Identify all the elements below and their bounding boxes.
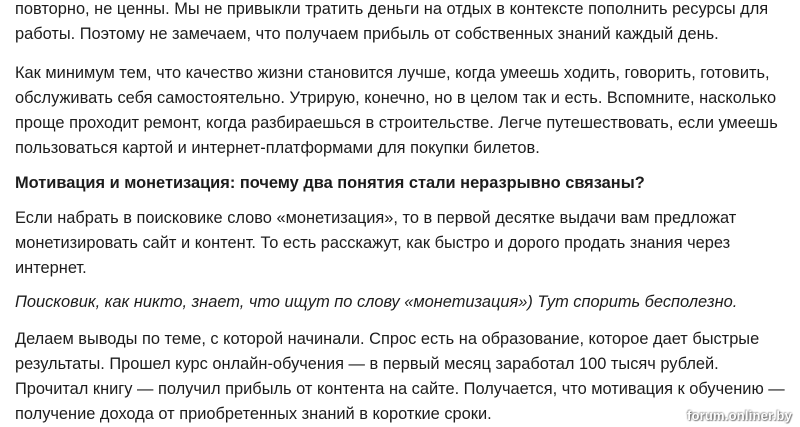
section-heading: Мотивация и монетизация: почему два понятия стали неразрывно связаны? <box>15 174 645 192</box>
paragraph-3: Если набрать в поисковике слово «монетизация», то в первой десятке выдачи вам предложат монетизировать сайт и контент. То есть расскажут, как быстро и дорого продать знания через интернет. <box>15 209 737 277</box>
paragraph-2: Как минимум тем, что качество жизни становится лучше, когда умеешь ходить, говорить, готовить, обслуживать себя самостоятельно. Утрирую, конечно, но в целом так и есть. Вспомните, насколько проще проходит ремонт, когда разбираешься в строительстве. Легче путешествовать, если умеешь пользоваться картой и интернет-платформами для покупки билетов. <box>15 64 778 157</box>
paragraph-4: Делаем выводы по теме, с которой начинали. Спрос есть на образование, которое дает быстрые результаты. Прошел курс онлайн-обучения — в первый месяц заработал 100 тысяч рублей. Прочитал книгу — получил прибыль от контента на сайте. Получается, что мотивация к обучению — получение дохода от приобретенных знаний в короткие сроки. <box>15 330 785 423</box>
italic-quote: Поисковик, как никто, знает, что ищут по слову «монетизация») Тут спорить бесполезно. <box>15 293 738 311</box>
paragraph-1: повторно, не ценны. Мы не привыкли тратить деньги на отдых в контексте пополнить ресурсы для работы. Поэтому не замечаем, что получаем прибыль от собственных знаний каждый день. <box>15 0 769 43</box>
watermark: forum.onliner.by <box>686 408 792 423</box>
